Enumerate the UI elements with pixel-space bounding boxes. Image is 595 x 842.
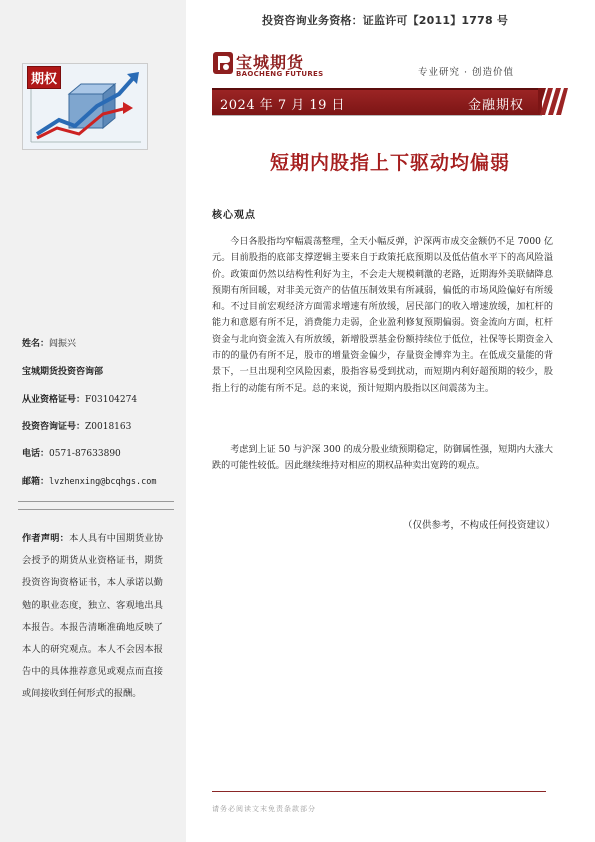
cert1-value: F03104274	[85, 395, 138, 405]
license-text: 投资咨询业务资格：证监许可【2011】1778 号	[262, 14, 509, 27]
brand-name-cn: 宝城期货	[236, 53, 305, 72]
options-badge-label: 期权	[27, 66, 61, 89]
banner-stripes-icon	[538, 88, 568, 115]
analyst-name	[22, 336, 76, 349]
analyst-cert-qualification	[22, 392, 137, 405]
brand-name-en: BAOCHENG FUTURES	[236, 70, 324, 78]
cert1-label: 从业资格证号：	[22, 395, 86, 405]
statement-label: 作者声明：	[22, 533, 70, 544]
email-value[interactable]: lvzhenxing@bcqhgs.com	[49, 477, 157, 487]
baocheng-logo-icon	[212, 51, 234, 75]
divider	[18, 501, 174, 502]
body-paragraph: 考虑到上证 50 与沪深 300 的成分股业绩预期稳定，防御属性强，短期内大涨大跌的可能性较低。因此继续维持对相应的期权品种卖出宽跨的观点。	[212, 445, 553, 472]
footer-divider	[212, 791, 546, 792]
cert2-value: Z0018163	[85, 422, 132, 432]
footer-note: 请务必阅读文末免责条款部分	[212, 805, 316, 813]
phone-label: 电话：	[22, 449, 50, 459]
body-paragraph: 今日各股指均窄幅震荡整理，全天小幅反弹，沪深两市成交金额仍不足 7000 亿元。目前股指的底部支撑逻辑主要来自于政策托底预期以及低估值水平下的高风险溢价。政策面仍然以结构性利好为主，不会走大规模刺激的老路，近期海外美联储降息预期有所回暖，对非美元资产的估值压制效果有所减弱，偏低的市场风险偏好有所缓和。不过目前宏观经济方面需求增速有所放缓，居民部门的收入增速放缓，加杠杆的能力和意愿有所不足，消费能力走弱，企业盈利修复预期偏弱。资金流向方面，杠杆资金与北向资金流入有所放缓，新增股票基金份额持续位于低位，社保等长期资金入市的的量仍有所不足，股市的增量资金偏少，存量资金博弈为主。在低成交量能的背景下，一旦出现利空风险因素，股指容易受到扰动，而短期内利好超预期的较少，股指上行的动能有所不足。总的来说，预计短期内股指以区间震荡为主。	[212, 237, 553, 394]
statement-text: 本人具有中国期货业协会授予的期货从业资格证书，期货投资咨询资格证书，本人承诺以勤勉的职业态度，独立、客观地出具本报告。本报告清晰准确地反映了本人的研究观点。本人不会因本报告中的具体推荐意见或观点而直接或间接收到任何形式的报酬。	[22, 533, 164, 700]
report-date: 2024 年 7 月 19 日	[220, 98, 346, 113]
analyst-cert-consulting	[22, 419, 131, 432]
divider	[212, 115, 542, 116]
disclaimer-note: （仅供参考，不构成任何投资建议）	[402, 520, 555, 531]
analyst-email	[22, 474, 156, 487]
report-title: 短期内股指上下驱动均偏弱	[269, 152, 510, 174]
analyst-name-label: 姓名：	[22, 339, 50, 349]
report-type: 金融期权	[467, 98, 524, 113]
slogan: 专业研究 · 创造价值	[418, 67, 515, 78]
cert2-label: 投资咨询证号：	[22, 422, 86, 432]
analyst-company: 宝城期货投资咨询部	[22, 367, 104, 377]
email-label: 邮箱：	[22, 477, 50, 487]
divider	[18, 509, 174, 510]
options-logo-image	[22, 63, 148, 150]
section-heading: 核心观点	[212, 210, 256, 221]
brand-logo	[212, 50, 332, 82]
author-statement	[22, 528, 163, 706]
phone-value: 0571-87633890	[49, 449, 121, 459]
analyst-phone	[22, 446, 121, 459]
date-banner	[212, 88, 542, 115]
analyst-name-value: 闾振兴	[49, 339, 77, 349]
